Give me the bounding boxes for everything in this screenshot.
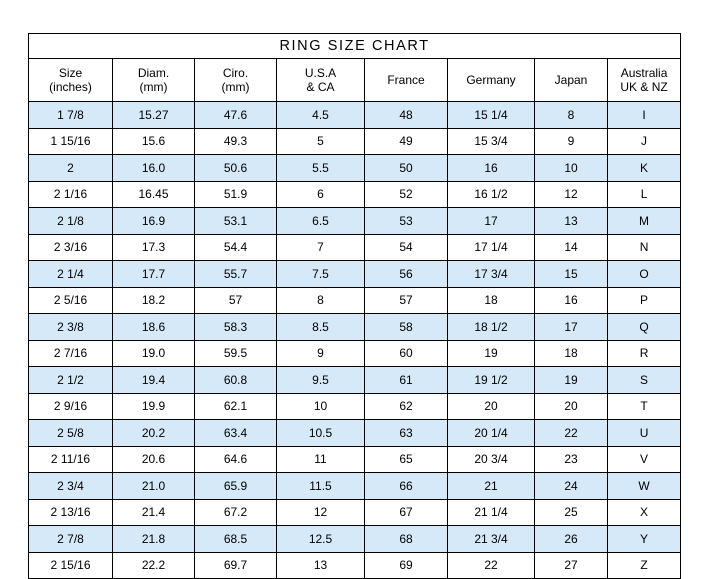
table-cell: 15.27 — [113, 102, 195, 129]
table-cell: 12 — [535, 181, 608, 208]
table-cell: 60 — [365, 340, 448, 367]
table-cell: 21.4 — [113, 499, 195, 526]
table-cell: 8 — [535, 102, 608, 129]
table-cell: 62 — [365, 393, 448, 420]
table-cell: 56 — [365, 261, 448, 288]
table-cell: 26 — [535, 526, 608, 553]
table-cell: 17.3 — [113, 234, 195, 261]
table-row — [29, 420, 681, 447]
table-cell: 18.2 — [113, 287, 195, 314]
table-cell: V — [608, 446, 681, 473]
table-cell: 67.2 — [195, 499, 277, 526]
table-cell: 59.5 — [195, 340, 277, 367]
table-row — [29, 340, 681, 367]
table-cell: 14 — [535, 234, 608, 261]
table-cell: 12 — [277, 499, 365, 526]
table-cell: 23 — [535, 446, 608, 473]
table-cell: 9.5 — [277, 367, 365, 394]
table-cell: 49 — [365, 128, 448, 155]
table-cell: 1 7/8 — [29, 102, 113, 129]
table-cell: 58 — [365, 314, 448, 341]
table-cell: 19.9 — [113, 393, 195, 420]
table-cell: 17.7 — [113, 261, 195, 288]
table-cell: 17 — [448, 208, 535, 235]
table-cell: 8.5 — [277, 314, 365, 341]
table-row — [29, 393, 681, 420]
column-header-line1: Japan — [554, 73, 588, 87]
table-cell: 2 7/16 — [29, 340, 113, 367]
table-cell: 8 — [277, 287, 365, 314]
table-head — [29, 34, 681, 102]
table-cell: 19 — [535, 367, 608, 394]
table-cell: R — [608, 340, 681, 367]
table-cell: 4.5 — [277, 102, 365, 129]
table-cell: 10 — [535, 155, 608, 182]
table-cell: 15 — [535, 261, 608, 288]
table-cell: 49.3 — [195, 128, 277, 155]
table-cell: 7 — [277, 234, 365, 261]
table-cell: 50.6 — [195, 155, 277, 182]
column-header-line1: Size — [58, 66, 83, 80]
chart-title-row — [29, 34, 681, 59]
table-row — [29, 208, 681, 235]
table-cell: 21.8 — [113, 526, 195, 553]
table-cell: 58.3 — [195, 314, 277, 341]
table-cell: O — [608, 261, 681, 288]
table-cell: 21.0 — [113, 473, 195, 500]
column-header-line1: France — [387, 73, 425, 87]
table-cell: 16 — [448, 155, 535, 182]
table-cell: 60.8 — [195, 367, 277, 394]
table-cell: 57 — [195, 287, 277, 314]
ring-size-chart — [28, 33, 680, 579]
table-cell: 6 — [277, 181, 365, 208]
column-header-line2: & CA — [306, 80, 335, 94]
table-cell: I — [608, 102, 681, 129]
table-cell: 9 — [535, 128, 608, 155]
table-cell: U — [608, 420, 681, 447]
table-cell: 13 — [535, 208, 608, 235]
table-row — [29, 446, 681, 473]
table-cell: 20 3/4 — [448, 446, 535, 473]
table-cell: 15 1/4 — [448, 102, 535, 129]
table-cell: 22 — [448, 552, 535, 579]
table-cell: 21 1/4 — [448, 499, 535, 526]
table-cell: 1 15/16 — [29, 128, 113, 155]
column-header-usa-ca — [277, 59, 365, 102]
table-cell: 15.6 — [113, 128, 195, 155]
table-cell: 63.4 — [195, 420, 277, 447]
table-cell: W — [608, 473, 681, 500]
ring-size-table — [28, 33, 681, 579]
table-cell: J — [608, 128, 681, 155]
table-cell: 18 — [448, 287, 535, 314]
table-cell: 16.45 — [113, 181, 195, 208]
table-cell: 65.9 — [195, 473, 277, 500]
table-cell: 68.5 — [195, 526, 277, 553]
table-cell: 2 5/8 — [29, 420, 113, 447]
table-cell: 17 3/4 — [448, 261, 535, 288]
table-cell: 2 1/2 — [29, 367, 113, 394]
table-cell: 65 — [365, 446, 448, 473]
table-row — [29, 314, 681, 341]
table-cell: Q — [608, 314, 681, 341]
table-body — [29, 102, 681, 579]
table-row — [29, 287, 681, 314]
table-cell: 20.6 — [113, 446, 195, 473]
table-cell: 5 — [277, 128, 365, 155]
table-cell: 10 — [277, 393, 365, 420]
column-header-line2: (mm) — [221, 80, 250, 94]
table-cell: 20 — [535, 393, 608, 420]
table-cell: 2 11/16 — [29, 446, 113, 473]
table-cell: 54 — [365, 234, 448, 261]
table-cell: 2 1/8 — [29, 208, 113, 235]
column-header-size — [29, 59, 113, 102]
table-cell: 20 1/4 — [448, 420, 535, 447]
table-cell: 51.9 — [195, 181, 277, 208]
table-cell: 53 — [365, 208, 448, 235]
table-cell: 21 — [448, 473, 535, 500]
table-cell: T — [608, 393, 681, 420]
table-row — [29, 552, 681, 579]
table-cell: 19.4 — [113, 367, 195, 394]
table-header-row — [29, 59, 681, 102]
table-cell: Y — [608, 526, 681, 553]
table-cell: 15 3/4 — [448, 128, 535, 155]
table-cell: N — [608, 234, 681, 261]
table-cell: 2 1/16 — [29, 181, 113, 208]
table-cell: 69.7 — [195, 552, 277, 579]
table-cell: 12.5 — [277, 526, 365, 553]
table-cell: 48 — [365, 102, 448, 129]
table-cell: 62.1 — [195, 393, 277, 420]
table-row — [29, 181, 681, 208]
table-cell: 19 — [448, 340, 535, 367]
table-cell: 61 — [365, 367, 448, 394]
table-cell: 50 — [365, 155, 448, 182]
table-cell: 27 — [535, 552, 608, 579]
table-cell: M — [608, 208, 681, 235]
table-cell: X — [608, 499, 681, 526]
table-cell: 2 3/4 — [29, 473, 113, 500]
column-header-germany — [448, 59, 535, 102]
table-cell: 2 9/16 — [29, 393, 113, 420]
column-header-australia-uk-nz — [608, 59, 681, 102]
table-row — [29, 234, 681, 261]
table-cell: 55.7 — [195, 261, 277, 288]
table-cell: 53.1 — [195, 208, 277, 235]
table-cell: 20.2 — [113, 420, 195, 447]
table-cell: P — [608, 287, 681, 314]
table-cell: 11.5 — [277, 473, 365, 500]
table-cell: 2 5/16 — [29, 287, 113, 314]
table-cell: 52 — [365, 181, 448, 208]
table-cell: 64.6 — [195, 446, 277, 473]
table-cell: 16.9 — [113, 208, 195, 235]
table-cell: 21 3/4 — [448, 526, 535, 553]
table-cell: 57 — [365, 287, 448, 314]
table-row — [29, 367, 681, 394]
table-cell: 20 — [448, 393, 535, 420]
table-cell: 54.4 — [195, 234, 277, 261]
table-cell: 9 — [277, 340, 365, 367]
table-cell: 19 1/2 — [448, 367, 535, 394]
table-row — [29, 128, 681, 155]
column-header-circumference — [195, 59, 277, 102]
column-header-line2: (mm) — [139, 80, 168, 94]
table-cell: 13 — [277, 552, 365, 579]
table-cell: 19.0 — [113, 340, 195, 367]
table-cell: 17 1/4 — [448, 234, 535, 261]
column-header-line1: Ciro. — [222, 66, 249, 80]
table-cell: 66 — [365, 473, 448, 500]
table-cell: 11 — [277, 446, 365, 473]
table-cell: 18 — [535, 340, 608, 367]
table-cell: 22.2 — [113, 552, 195, 579]
table-cell: 18.6 — [113, 314, 195, 341]
table-cell: 2 1/4 — [29, 261, 113, 288]
column-header-line2: (inches) — [49, 80, 92, 94]
column-header-line1: Germany — [466, 73, 516, 87]
table-row — [29, 261, 681, 288]
chart-title: RING SIZE CHART — [29, 34, 681, 59]
column-header-line2: UK & NZ — [620, 80, 668, 94]
table-cell: L — [608, 181, 681, 208]
column-header-diameter — [113, 59, 195, 102]
table-cell: 10.5 — [277, 420, 365, 447]
table-row — [29, 499, 681, 526]
table-cell: 24 — [535, 473, 608, 500]
table-cell: 63 — [365, 420, 448, 447]
table-cell: 16.0 — [113, 155, 195, 182]
table-row — [29, 526, 681, 553]
table-cell: 6.5 — [277, 208, 365, 235]
table-cell: 2 7/8 — [29, 526, 113, 553]
table-cell: 5.5 — [277, 155, 365, 182]
table-cell: 69 — [365, 552, 448, 579]
column-header-line1: Diam. — [137, 66, 170, 80]
table-cell: Z — [608, 552, 681, 579]
column-header-france — [365, 59, 448, 102]
column-header-line1: U.S.A — [304, 66, 337, 80]
table-cell: 22 — [535, 420, 608, 447]
table-cell: K — [608, 155, 681, 182]
table-cell: 16 1/2 — [448, 181, 535, 208]
table-cell: 25 — [535, 499, 608, 526]
table-cell: 2 3/8 — [29, 314, 113, 341]
table-cell: 2 15/16 — [29, 552, 113, 579]
table-cell: 47.6 — [195, 102, 277, 129]
table-cell: 2 13/16 — [29, 499, 113, 526]
table-row — [29, 473, 681, 500]
table-row — [29, 155, 681, 182]
table-cell: 67 — [365, 499, 448, 526]
table-cell: 68 — [365, 526, 448, 553]
table-cell: 16 — [535, 287, 608, 314]
table-cell: 7.5 — [277, 261, 365, 288]
table-cell: S — [608, 367, 681, 394]
table-cell: 2 3/16 — [29, 234, 113, 261]
table-cell: 17 — [535, 314, 608, 341]
column-header-line1: Australia — [620, 66, 668, 80]
table-row — [29, 102, 681, 129]
table-cell: 2 — [29, 155, 113, 182]
table-cell: 18 1/2 — [448, 314, 535, 341]
column-header-japan — [535, 59, 608, 102]
